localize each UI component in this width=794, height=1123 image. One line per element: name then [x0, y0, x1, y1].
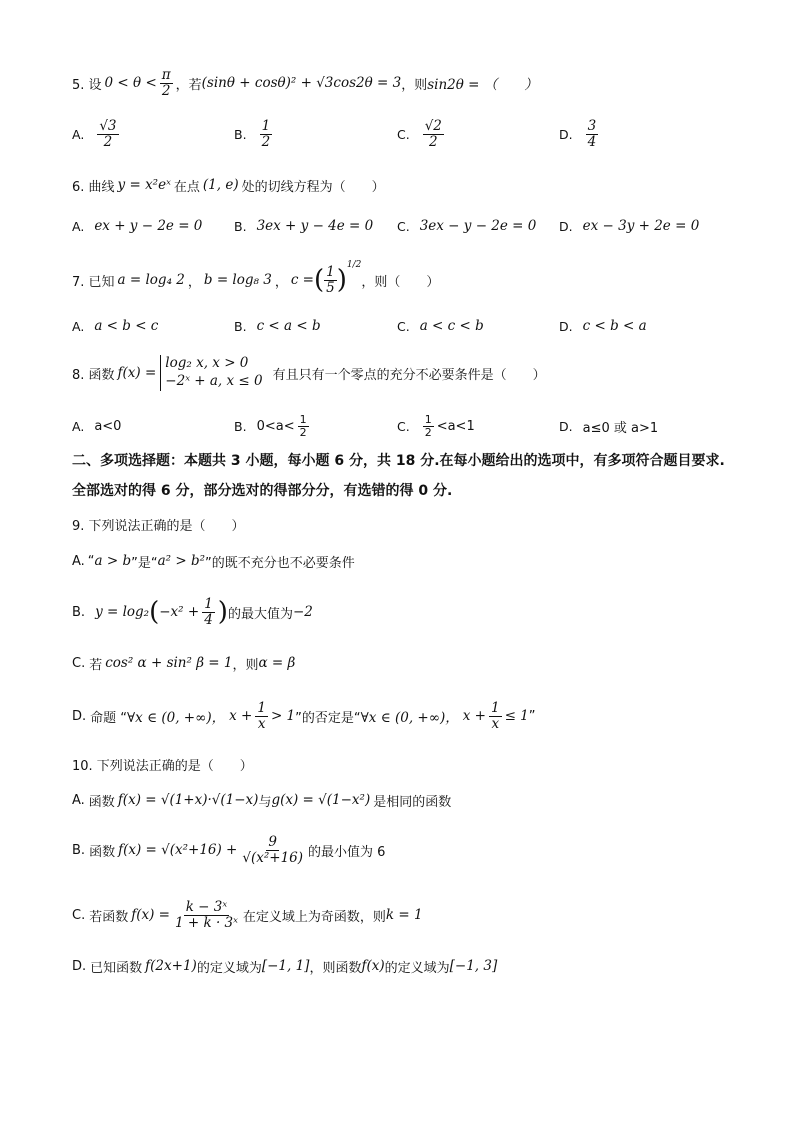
section-2-heading: 二、多项选择题：本题共 3 小题，每小题 6 分，共 18 分.在每小题给出的选项中，有多项符合题目要求.全部选对的得 6 分，部分选对的得部分分，有选错的得 0 分.: [72, 453, 725, 499]
q7-option-a[interactable]: A. a < b < c: [72, 318, 159, 334]
q10-option-a[interactable]: A. 函数 f(x) = √(1+x)·√(1−x) 与 g(x) = √(1−x²) 是相同的函数: [72, 792, 452, 810]
q5-stem-pre: 5. 设: [72, 77, 102, 93]
question-9-stem: 9. 下列说法正确的是（ ）: [72, 518, 245, 534]
q7-option-b[interactable]: B. c < a < b: [234, 318, 321, 334]
q8-option-b[interactable]: B. 0<a< $\frac{1}{2}$: [234, 412, 307, 439]
q8-options: [72, 406, 722, 446]
q9-option-b[interactable]: B. y = log₂ ( −x² + $\frac{1}{4}$ ) 的最大值为 −2: [72, 596, 313, 628]
q5-option-b[interactable]: B. $\frac{1}{2}$: [234, 118, 271, 150]
q6-option-c[interactable]: C. 3ex − y − 2e = 0: [397, 218, 537, 234]
q6-options: [72, 206, 722, 246]
question-10-stem: 10. 下列说法正确的是（ ）: [72, 758, 253, 774]
q5-condition: 0 < θ <: [104, 75, 157, 91]
q7-option-d[interactable]: D. c < b < a: [559, 318, 647, 334]
q6-point: (1, e): [202, 177, 239, 193]
q7-a: a = log₄ 2: [117, 272, 185, 288]
q5-expression: (sinθ + cosθ)² + √3cos2θ = 3: [201, 75, 402, 91]
q8-option-d[interactable]: D. a≤0 或 a>1: [559, 418, 659, 436]
q8-option-c[interactable]: C. $\frac{1}{2}$ <a<1: [397, 412, 475, 439]
q7-c-exponent: 1/2: [346, 260, 362, 270]
q6-option-a[interactable]: A. ex + y − 2e = 0: [72, 218, 203, 234]
q8-function: f(x) =: [117, 365, 157, 381]
question-7-stem: 7. 已知 a = log₄ 2 ， b = log₈ 3 ， c = ( $\frac{1}{5}$ ) 1/2 ，则（ ）: [72, 260, 440, 296]
q5-options: [72, 114, 722, 154]
q6-option-d[interactable]: D. ex − 3y + 2e = 0: [559, 218, 700, 234]
q5-fraction: $\frac{\pi}{2}$: [161, 67, 171, 99]
q9-option-c[interactable]: C. 若 cos² α + sin² β = 1 ，则 α = β: [72, 655, 296, 673]
q9-option-d[interactable]: D. 命题 “ ∀x ∈ (0, +∞)， x + $\frac{1}{x}$ > 1 ”的否定是“ ∀x ∈ (0, +∞)， x + $\frac{1}{x}$ ≤ 1 ”: [72, 700, 536, 732]
question-8-stem: 8. 函数 f(x) = log₂ x, x > 0 −2ˣ + a, x ≤ 0 有且只有一个零点的充分不必要条件是（ ）: [72, 355, 546, 389]
q5-option-c[interactable]: C. $\frac{√2}{2}$: [397, 118, 442, 150]
q5-option-a[interactable]: A. $\frac{√3}{2}$: [72, 118, 117, 150]
question-6-stem: 6. 曲线 y = x²eˣ 在点 (1, e) 处的切线方程为（ ）: [72, 177, 385, 195]
q10-option-b[interactable]: B. 函数 f(x) = √(x²+16) + $\frac{9}{\text{√(x²+16)}}$ 的最小值为 6: [72, 834, 386, 866]
q7-c: c =: [290, 272, 314, 288]
q8-piecewise: log₂ x, x > 0 −2ˣ + a, x ≤ 0: [160, 355, 262, 390]
q6-curve: y = x²eˣ: [117, 177, 171, 193]
q8-option-a[interactable]: A. a<0: [72, 418, 122, 434]
q10-option-c[interactable]: C. 若函数 f(x) = $\frac{\text{k − 3ˣ}}{\text{1 + k · 3ˣ}}$ 在定义域上为奇函数，则 k = 1: [72, 899, 423, 931]
q6-option-b[interactable]: B. 3ex + y − 4e = 0: [234, 218, 374, 234]
question-5-stem: 5. 设 0 < θ < $\frac{\pi}{2}$ ，若 (sinθ + cosθ)² + √3cos2θ = 3 ，则 sin2θ = （ ）: [72, 67, 538, 99]
q7-option-c[interactable]: C. a < c < b: [397, 318, 484, 334]
q7-options: [72, 306, 722, 346]
q7-b: b = log₈ 3: [203, 272, 272, 288]
q9-option-a[interactable]: A. “ a > b ”是“ a² > b² ”的既不充分也不必要条件: [72, 553, 355, 571]
q10-option-d[interactable]: D. 已知函数 f(2x+1) 的定义域为 [−1, 1] ，则函数 f(x) 的定义域为 [−1, 3]: [72, 958, 498, 976]
q5-target: sin2θ = （ ）: [427, 77, 538, 93]
q5-option-d[interactable]: D. $\frac{3}{4}$: [559, 118, 597, 150]
